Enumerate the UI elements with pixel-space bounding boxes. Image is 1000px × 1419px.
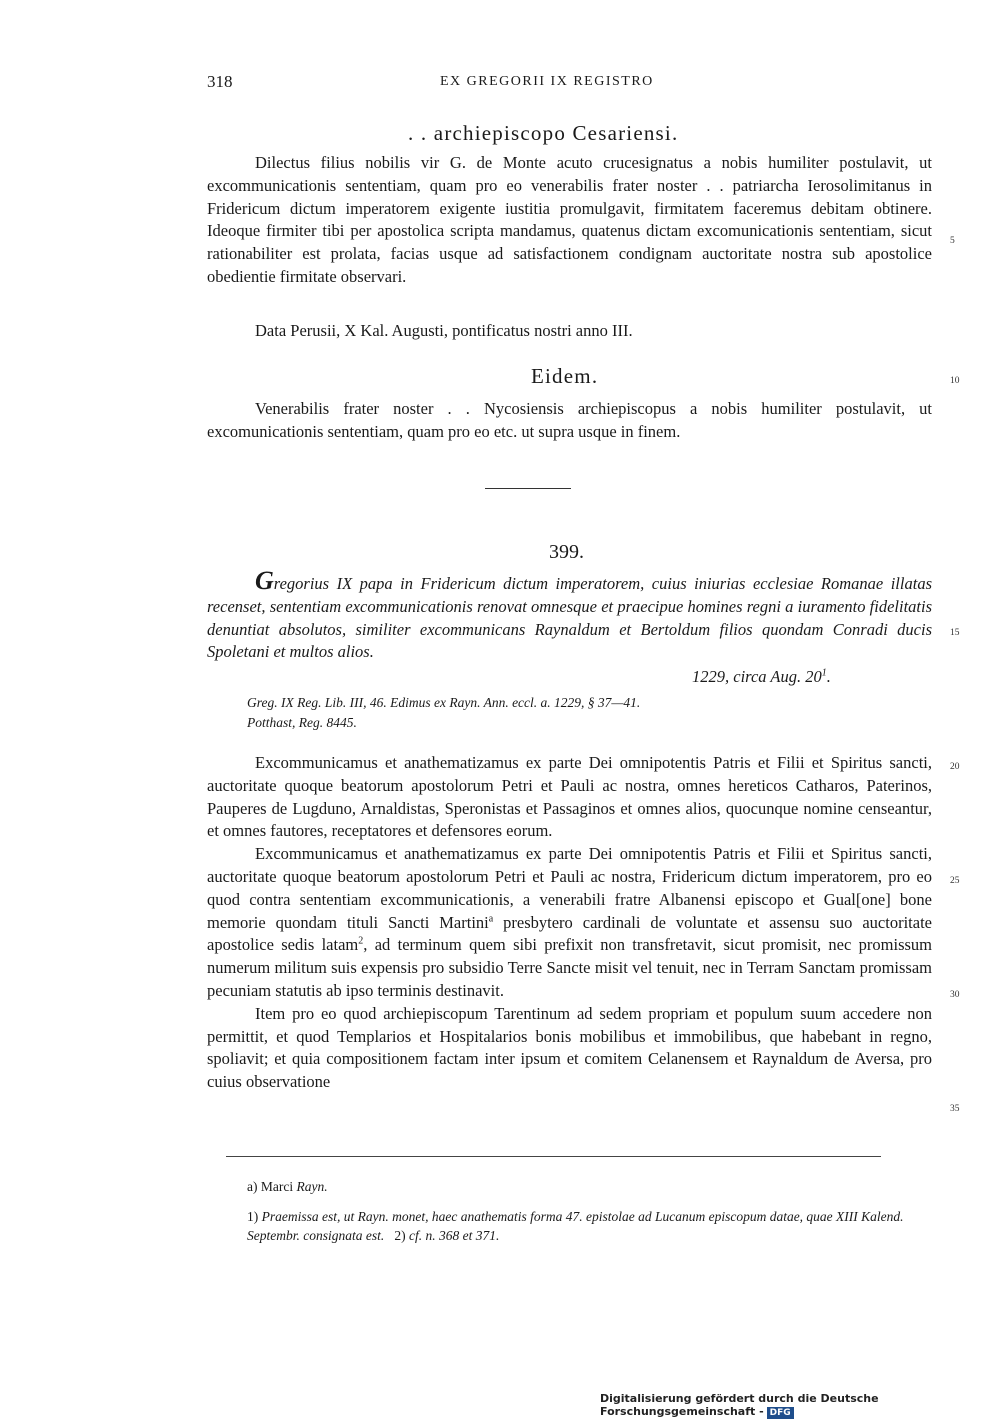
- document-text: [207, 752, 932, 1094]
- footnote-2-text: cf. n. 368 et 371.: [409, 1228, 500, 1243]
- source-line-2: Potthast, Reg. 8445.: [247, 715, 357, 730]
- line-number: 15: [950, 628, 960, 638]
- running-head: EX GREGORII IX REGISTRO: [440, 74, 654, 89]
- document-date: 1229, circa Aug. $20^1$.: [692, 667, 831, 686]
- credit-text: Digitalisierung gefördert durch die Deutsche Forschungsgemeinschaft -: [600, 1392, 879, 1418]
- footnote-a-text-1: Marci: [260, 1179, 294, 1194]
- document-summary: [207, 566, 932, 664]
- dfg-logo: DFG: [767, 1407, 794, 1419]
- page-number: 318: [207, 72, 233, 91]
- summary-initial: G: [255, 566, 274, 595]
- digitization-credit: [600, 1392, 1000, 1419]
- line-number: 10: [950, 376, 960, 386]
- line-number: 20: [950, 762, 960, 772]
- footnote-1-mark: 1): [247, 1209, 259, 1224]
- paragraph-2: [207, 843, 932, 1003]
- summary-text: regorius IX papa in Fridericum dictum imperatorem, cuius iniurias ecclesiae Romanae illatas recenset, sententiam excommunicationis renovat omnesque et praecipue homines regni a iuramento fidelitatis denuntiat absolutos, similiter excommunicans Raynaldum et Bertoldum filios quondam Conradi ducis Spoletani et multos alios.: [207, 574, 932, 662]
- footnote-a-mark: a): [247, 1179, 258, 1194]
- note-ref-2: 2: [358, 935, 364, 947]
- letter1-paragraph: Dilectus filius nobilis vir G. de Monte acuto crucesignatus a nobis humiliter postulavit, ut excommunicationis sententiam, quam pro eo venerabilis frater noster . . patriarcha Ierosolimitanus in Fridericum dictum imperatorem exigente iustitia promulgavit, firmitatem faceremus debitam obtinere. Ideoque firmiter tibi per apostolica scripta mandamus, quatenus dictam excomunicationis sententiam, sicut rationabiliter est prolata, facias usque ad satisfactionem condignam auctoritate nostra sub apostolice obedientie firmitate observari.: [207, 153, 932, 286]
- letter1-date: [207, 320, 932, 343]
- footnote-a: [247, 1177, 932, 1196]
- footnote-1-text: Praemissa est, ut Rayn. monet, haec anathematis forma 47. epistolae ad Lucanum episcopum datae, quae XIII Kalend. Septembr. consignata est.: [247, 1209, 904, 1243]
- line-number: 5: [950, 236, 955, 246]
- letter2-body: [207, 398, 932, 444]
- footnote-2-mark: 2): [394, 1228, 406, 1243]
- line-number: 35: [950, 1104, 960, 1114]
- line-number: 25: [950, 876, 960, 886]
- letter2-paragraph: Venerabilis frater noster . . Nycosiensis archiepiscopus a nobis humiliter postulavit, ut excomunicationis sententiam, quam pro eo etc. ut supra usque in finem.: [207, 399, 932, 441]
- paragraph-2-part-a: Excommunicamus et anathematizamus ex parte Dei omnipotentis Patris et Filii et Spiritus sancti, auctoritate quoque beatorum apostolorum Petri et Pauli ac nostra, Fridericum dictum imperatorem, pro eo quod contra sententiam excommunicationis, a venerabili fratre Albanensi episcopo et Gual[one] bone memorie quondam tituli Sancti Martini: [207, 844, 932, 932]
- document-date-text: 1229, circa Aug. 20: [692, 667, 822, 686]
- document-number: 399.: [549, 541, 584, 563]
- document-date-note: 1: [821, 667, 827, 679]
- document-source: [247, 693, 847, 733]
- footnotes: [247, 1177, 932, 1245]
- footnote-rule: [226, 1156, 881, 1157]
- footnote-1: [247, 1207, 932, 1245]
- letter2-title: Eidem.: [531, 364, 599, 388]
- footnote-a-text-2: Rayn.: [296, 1179, 328, 1194]
- paragraph-2-part-c: , ad terminum quem sibi prefixit non transfretavit, sicut promisit, nec promissum numerum militum suis expensis pro subsidio Terre Sancte misit vel tenuit, nec in Terram Sanctam promissam pecuniam statutis ab ipso terminis destinavit.: [207, 935, 933, 1000]
- note-ref-a: a: [488, 913, 494, 925]
- source-line-1: Greg. IX Reg. Lib. III, 46. Edimus ex Rayn. Ann. eccl. a. 1229, § 37—41.: [247, 695, 641, 710]
- letter1-title: . . archiepiscopo Cesariensi.: [408, 121, 679, 145]
- paragraph-1: Excommunicamus et anathematizamus ex parte Dei omnipotentis Patris et Filii et Spiritus sancti, auctoritate quoque beatorum apostolorum Petri et Pauli ac nostra, omnes hereticos Catharos, Paterinos, Pauperes de Lugduno, Arnaldistas, Speronistas et Passaginos et omnes alios, quocunque nomine censeantur, et omnes fautores, receptatores et defensores eorum.: [207, 753, 932, 841]
- letter1-body: [207, 152, 932, 289]
- letter1-date-text: Data Perusii, X Kal. Augusti, pontificatus nostri anno III.: [255, 321, 633, 340]
- paragraph-2-part-b: presbytero cardinali de voluntate et assensu suo auctoritate apostolice sedis latam: [207, 912, 932, 955]
- summary-paragraph: [207, 566, 932, 664]
- section-separator: [485, 488, 571, 489]
- line-number: 30: [950, 990, 960, 1000]
- paragraph-3: Item pro eo quod archiepiscopum Tarentinum ad sedem propriam et populum suum accedere non permittit, et quod Templarios et Hospitalarios bonis mobilibus et immobilibus, que habebant in regno, spoliavit; et quia compositionem factam inter ipsum et comitem Celanensem et Raynaldum de Aversa, pro cuius observatione: [207, 1003, 932, 1092]
